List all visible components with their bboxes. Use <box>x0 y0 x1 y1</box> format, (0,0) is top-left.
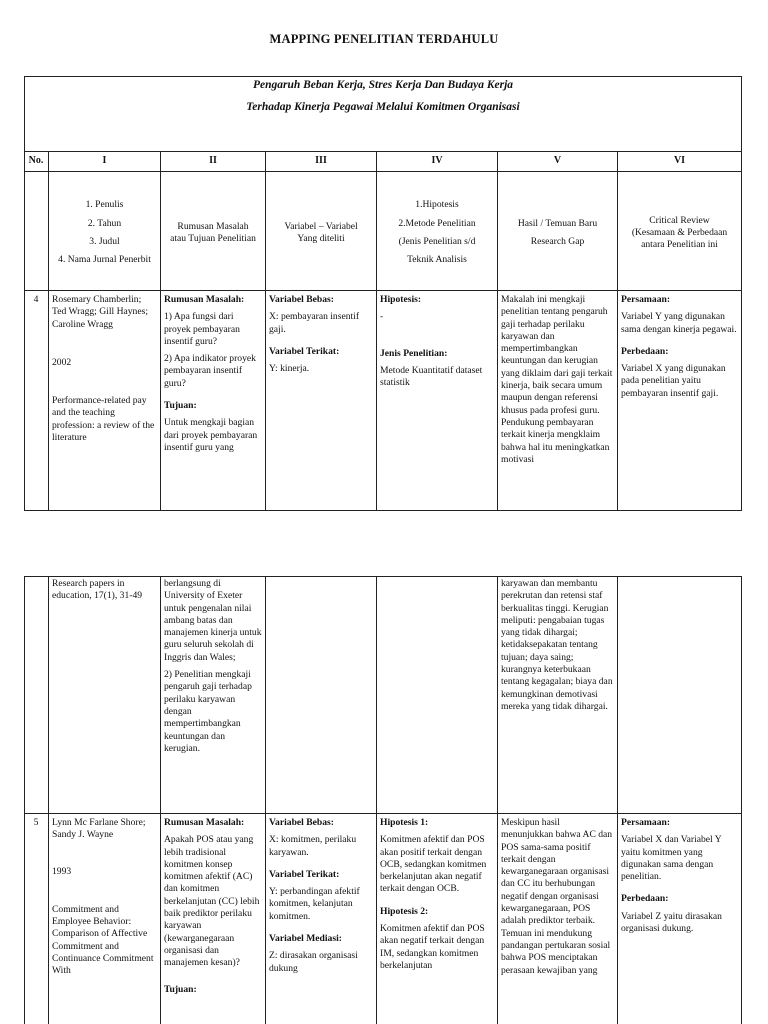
study-title-line-1: Pengaruh Beban Kerja, Stres Kerja Dan Budaya Kerja <box>252 79 514 91</box>
row-4-hasil: Makalah ini mengkaji penelitian tentang pengaruh gaji terhadap perilaku karyawan dan mempertimbangkan keuntungan dan kerugian yang diklaim dari gaji terkait kinerja, baik secara umum maupun dengan referensi khusus pada profesi guru. Pendukung pembayaran terkait kinerja mengklaim bahwa hal itu meningkatkan motivasi <box>501 294 613 465</box>
row-4-year: 2002 <box>52 356 72 368</box>
row-5-identity <box>49 815 160 1024</box>
row-4-variabel: Variabel Bebas: X: pembayaran insentif gaji. Variabel Terikat: Y: kinerja. <box>269 294 360 375</box>
column-header-iv: IV <box>431 155 443 166</box>
study-title-line-2: Terhadap Kinerja Pegawai Melalui Komitmen Organisasi <box>246 101 520 113</box>
row-4-number: 4 <box>33 294 39 305</box>
column-header-ii: II <box>209 155 217 166</box>
mapping-table-page-2 <box>24 576 742 1024</box>
column-header-vi: VI <box>673 155 686 166</box>
row-4-critical-review: Persamaan: Variabel Y yang digunakan sama dengan kinerja pegawai. Perbedaan: Variabel X yang digunakan pada penelitian yaitu pembayaran insentif gaji. <box>621 294 737 399</box>
column-header-v: V <box>553 155 562 166</box>
row-5-title: Commitment and Employee Behavior: Comparison of Affective Commitment and Continuance Commitment With <box>52 903 154 977</box>
row-5-hasil: Meskipun hasil menunjukkan bahwa AC dan POS sama-sama positif terkait dengan kewarganegaraan organisasi dan CC itu berhubungan negatif dengan organisasi kewarganegaraan, POS adalah prediktor terbaik. Temuan ini mendukung pandangan pertukaran sosial bahwa POS menciptakan perasaan kewajiban yang <box>501 817 613 976</box>
mapping-table-page-1 <box>24 76 742 511</box>
subheader-identity: 1. Penulis 2. Tahun 3. Judul 4. Nama Jurnal Penerbit <box>58 199 151 266</box>
row-4-title: Performance-related pay and the teaching profession: a review of the literature <box>52 395 155 444</box>
column-header-iii: III <box>315 155 327 166</box>
row-5-rumusan: Rumusan Masalah: Apakah POS atau yang lebih tradisional komitmen konsep komitmen afektif (AC) dan komitmen berkelanjutan (CC) lebih baik prediktor perilaku karyawan (kewarganegaraan organisasi dan manajemen kesan)? Tujuan: <box>164 817 260 995</box>
subheader-variabel: Variabel – Variabel Yang diteliti <box>284 220 358 244</box>
column-header-i: I <box>102 155 107 166</box>
subheader-hasil: Hasil / Temuan Baru Research Gap <box>517 217 598 247</box>
row-4-authors: Rosemary Chamberlin; Ted Wragg; Gill Haynes; Caroline Wragg <box>52 294 149 330</box>
row-5-critical-review: Persamaan: Variabel X dan Variabel Y yaitu komitmen yang digunakan sama dengan penelitian. Perbedaan: Variabel Z yaitu dirasakan organisasi dukung. <box>621 817 722 935</box>
subheader-rumusan: Rumusan Masalah atau Tujuan Penelitian <box>170 220 256 244</box>
subheader-hipotesis-metode: 1.Hipotesis 2.Metode Penelitian (Jenis Penelitian s/d Teknik Analisis <box>398 199 476 266</box>
row-5-hipotesis: Hipotesis 1: Komitmen afektif dan POS akan positif terkait dengan OCB, sedangkan komitmen berkelanjutan akan negatif terkait dengan OCB. Hipotesis 2: Komitmen afektif dan POS akan negatif terkait dengan IM, sedangkan komitmen berkelanjutan <box>380 817 487 971</box>
document-title: MAPPING PENELITIAN TERDAHULU <box>269 32 499 46</box>
row-4-rumusan: Rumusan Masalah: 1) Apa fungsi dari proyek pembayaran insentif guru? 2) Apa indikator proyek pembayaran insentif guru? Tujuan: Untuk mengkaji bagian dari proyek pembayaran insentif guru yang <box>164 294 258 453</box>
row-4-identity <box>49 292 160 510</box>
row-5-variabel: Variabel Bebas: X: komitmen, perilaku karyawan. Variabel Terikat: Y: perbandingan afektif komitmen, kelanjutan komitmen. Variabel Mediasi: Z: dirasakan organisasi dukung <box>269 817 360 974</box>
column-header-no: No. <box>28 155 44 166</box>
row-5-authors: Lynn Mc Farlane Shore; Sandy J. Wayne <box>52 817 146 841</box>
row-4-journal: Research papers in education, 17(1), 31-49 <box>52 578 143 602</box>
row-5-year: 1993 <box>52 865 72 877</box>
row-4-tujuan-continued: berlangsung di University of Exeter untuk pengenalan nilai ambang batas dan manajemen kinerja untuk guru seluruh sekolah di Inggris dan Wales; 2) Penelitian mengkaji pengaruh gaji terhadap perilaku karyawan dengan mempertimbangkan keuntungan dan kerugian. <box>164 578 262 754</box>
row-5-number: 5 <box>33 817 39 828</box>
row-4-hasil-continued: karyawan dan membantu perekrutan dan retensi staf berkualitas tinggi. Kerugian meliputi: pengabaian tugas yang tidak dihargai; ketidaksepakatan tentang tujuan; daya saing; kurangnya keterbukaan tentang kegagalan; biaya dan kemungkinan demotivasi mereka yang tidak dihargai. <box>501 578 613 712</box>
row-4-hipotesis: Hipotesis: - Jenis Penelitian: Metode Kuantitatif dataset statistik <box>380 294 483 389</box>
subheader-critical-review: Critical Review (Kesamaan & Perbedaan antara Penelitian ini <box>631 214 728 251</box>
